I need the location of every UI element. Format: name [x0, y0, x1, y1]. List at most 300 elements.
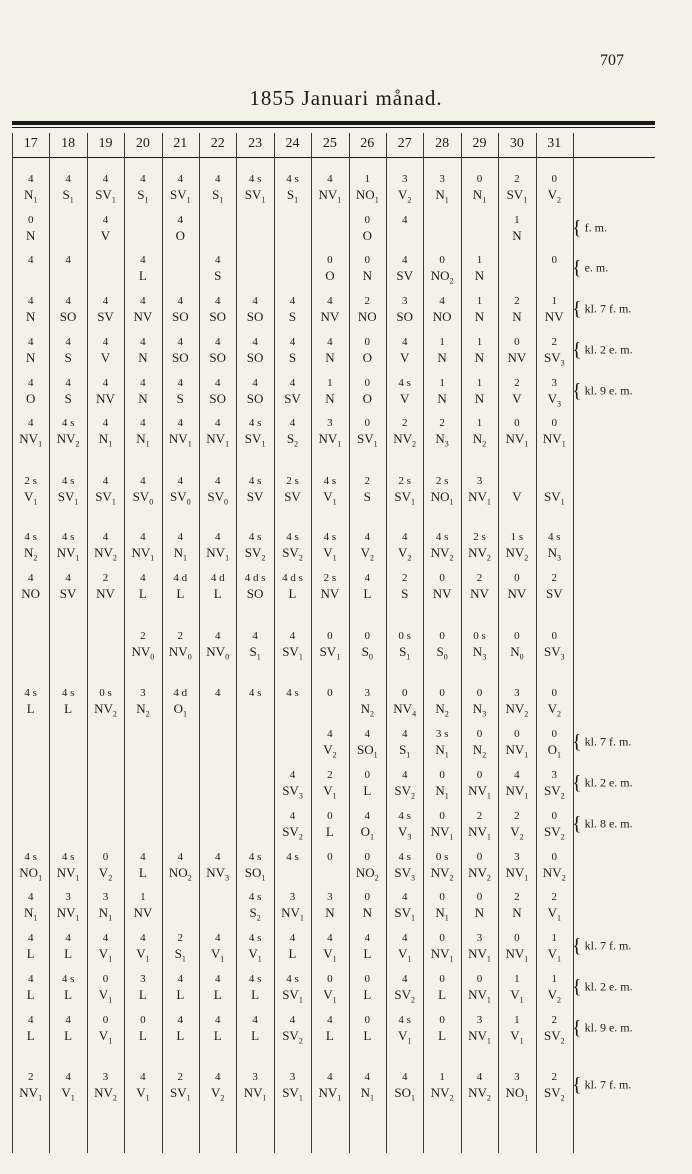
table-cell	[125, 416, 161, 447]
cloud-value: 3	[140, 687, 146, 699]
cloud-value: 4 d s	[282, 572, 303, 584]
wind-direction: $N_1$	[435, 742, 449, 760]
cloud-value: 4	[289, 630, 296, 642]
wind-direction: $NV_2$	[468, 545, 491, 563]
table-cell	[536, 850, 572, 881]
table-cell	[237, 850, 273, 881]
table-cell	[424, 335, 460, 366]
table-cell	[13, 850, 49, 881]
table-cell	[536, 172, 572, 203]
wind-direction: $S_1$	[249, 644, 261, 662]
cloud-value: 4	[364, 1071, 371, 1083]
cloud-value: 2 s	[323, 572, 337, 584]
table-cell	[88, 294, 124, 325]
wind-direction: $SV_2$	[282, 824, 303, 842]
wind-direction: $SV_1$	[244, 187, 266, 205]
wind-direction: $NV_1$	[430, 946, 454, 964]
day-header: 22	[210, 136, 225, 151]
cloud-value: 4	[27, 1014, 34, 1026]
table-cell	[349, 1070, 385, 1101]
cloud-value: 4	[65, 572, 71, 584]
cloud-value: 0	[327, 254, 333, 266]
wind-direction: N	[474, 309, 485, 324]
cloud-value: 4	[289, 336, 296, 348]
table-cell	[275, 376, 311, 407]
table-cell	[499, 571, 535, 602]
wind-direction: $V_2$	[323, 742, 337, 760]
table-cell	[88, 474, 124, 505]
table-cell	[275, 474, 311, 505]
table-cell	[499, 809, 535, 840]
cloud-value: 4	[102, 173, 109, 185]
wind-direction: $NV_1$	[243, 1085, 267, 1103]
table-cell	[424, 972, 460, 1003]
cloud-value: 0	[514, 630, 520, 642]
table-cell	[536, 972, 572, 1003]
table-cell	[275, 294, 311, 325]
wind-direction: $NV_1$	[318, 187, 342, 205]
table-cell	[275, 629, 311, 660]
cloud-value: 0	[364, 769, 371, 781]
cloud-value: 4 s	[248, 973, 262, 985]
wind-direction: $V_2$	[360, 545, 374, 563]
table-cell	[462, 890, 498, 921]
cloud-value: 4 s	[248, 531, 262, 543]
table-cell	[387, 686, 423, 717]
wind-direction: $NV_0$	[206, 644, 230, 662]
table-cell	[536, 1013, 572, 1044]
table-cell	[237, 1013, 273, 1044]
wind-direction: NV	[544, 309, 564, 324]
time-note	[572, 731, 682, 754]
cloud-value: 4	[214, 475, 221, 487]
cloud-value: 4	[327, 932, 333, 944]
table-cell	[499, 850, 535, 881]
cloud-value: 2	[401, 417, 408, 429]
brace-icon: {	[572, 813, 582, 835]
wind-direction: $N_2$	[136, 701, 150, 719]
cloud-value: 3	[327, 417, 333, 429]
wind-direction: $NV_2$	[430, 545, 454, 563]
table-cell	[162, 931, 198, 962]
cloud-value: 0 s	[435, 851, 449, 863]
time-note-label: kl. 9 e. m.	[584, 1020, 633, 1035]
cloud-value: 4	[364, 572, 371, 584]
cloud-value: 0	[364, 254, 371, 266]
table-cell	[499, 213, 535, 244]
cloud-value: 0	[551, 630, 558, 642]
day-header: 21	[173, 136, 188, 151]
wind-direction: $NV_2$	[393, 431, 417, 449]
wind-direction: SO	[171, 350, 189, 365]
wind-direction: $SV_3$	[282, 783, 303, 801]
table-cell	[536, 294, 572, 325]
wind-direction: L	[363, 946, 372, 961]
cloud-value: 2	[514, 295, 520, 307]
table-cell	[387, 376, 423, 407]
table-cell	[237, 686, 273, 717]
cloud-value: 4 s	[286, 973, 299, 985]
wind-direction: $N_1$	[435, 905, 449, 923]
cloud-value: 0	[364, 891, 371, 903]
wind-direction: SV	[97, 309, 114, 324]
cloud-value: 4	[214, 932, 221, 944]
wind-direction: O	[362, 391, 372, 406]
table-cell	[200, 294, 236, 325]
wind-direction: $N_3$	[472, 644, 487, 662]
cloud-value: 2	[551, 1014, 558, 1026]
table-cell	[499, 335, 535, 366]
cloud-value: 4	[27, 336, 34, 348]
wind-direction: $NV_2$	[94, 701, 117, 719]
table-cell	[88, 172, 124, 203]
cloud-value: 1	[514, 1014, 520, 1026]
cloud-value: 2	[514, 891, 520, 903]
wind-direction: N	[512, 309, 522, 324]
table-cell	[88, 1070, 124, 1101]
wind-direction: $NV_4$	[393, 701, 417, 719]
wind-direction: N	[512, 905, 522, 920]
cloud-value: 4 s	[61, 687, 75, 699]
table-cell	[499, 890, 535, 921]
day-header: 28	[435, 136, 450, 151]
table-cell	[275, 809, 311, 840]
wind-direction: $NO_1$	[19, 865, 43, 883]
cloud-value: 0	[551, 728, 558, 740]
wind-direction: L	[64, 946, 73, 961]
cloud-value: 1	[327, 377, 333, 389]
cloud-value: 3	[476, 932, 483, 944]
cloud-value: 4	[214, 630, 221, 642]
table-cell	[349, 376, 385, 407]
table-cell	[13, 931, 49, 962]
cloud-value: 0	[364, 1014, 371, 1026]
table-cell	[312, 376, 348, 407]
table-cell	[50, 972, 86, 1003]
table-cell	[50, 253, 86, 284]
cloud-value: 4	[289, 295, 296, 307]
table-cell	[125, 890, 161, 921]
table-cell	[387, 890, 423, 921]
wind-direction: $SV_1$	[95, 187, 116, 205]
wind-direction: $SV_1$	[282, 987, 303, 1005]
wind-direction	[312, 865, 348, 881]
table-cell	[162, 850, 198, 881]
wind-direction: $N_1$	[23, 905, 38, 923]
table-cell	[387, 335, 423, 366]
wind-direction: $NV_1$	[430, 824, 454, 842]
table-cell	[349, 571, 385, 602]
wind-direction: $SV_1$	[282, 1085, 303, 1103]
table-cell	[162, 416, 198, 447]
table-cell	[237, 416, 273, 447]
wind-direction: $N_2$	[23, 545, 38, 563]
cloud-value: 3	[514, 851, 520, 863]
cloud-value: 4	[65, 377, 71, 389]
time-note	[572, 339, 682, 362]
table-cell	[275, 972, 311, 1003]
table-cell	[424, 376, 460, 407]
wind-direction	[200, 701, 236, 717]
cloud-value: 3	[476, 475, 483, 487]
wind-direction: $SO_1$	[356, 742, 378, 760]
cloud-value: 4	[140, 531, 146, 543]
wind-direction: SO	[209, 350, 226, 365]
table-cell	[462, 727, 498, 758]
cloud-value: 0	[364, 336, 371, 348]
cloud-value: 4 s	[24, 687, 37, 699]
wind-direction: NV	[320, 309, 340, 324]
table-cell	[88, 571, 124, 602]
table-cell	[349, 809, 385, 840]
page-number: 707	[600, 52, 624, 69]
wind-direction: N	[474, 905, 485, 920]
table-cell	[424, 931, 460, 962]
wind-direction: SO	[246, 586, 264, 601]
wind-direction: $N_2$	[472, 431, 487, 449]
cloud-value: 2	[514, 377, 520, 389]
wind-direction: N	[138, 391, 148, 406]
table-cell	[50, 335, 86, 366]
table-cell	[125, 172, 161, 203]
table-cell	[200, 253, 236, 284]
table-cell	[50, 571, 86, 602]
table-cell	[462, 931, 498, 962]
wind-direction: S	[401, 586, 409, 601]
table-cell	[499, 376, 535, 407]
wind-direction: L	[138, 268, 147, 283]
wind-direction: O	[362, 350, 372, 365]
cloud-value: 4	[140, 336, 146, 348]
wind-direction: $SV_2$	[282, 545, 303, 563]
table-cell	[462, 686, 498, 717]
table-cell	[536, 376, 572, 407]
brace-icon: {	[572, 298, 582, 320]
cloud-value: 0	[514, 932, 520, 944]
cloud-value: 4	[102, 295, 109, 307]
table-cell	[200, 530, 236, 561]
cloud-value: 4	[401, 336, 408, 348]
wind-direction: $V_1$	[248, 946, 262, 964]
cloud-value: 3	[252, 1071, 258, 1083]
cloud-value: 1	[476, 336, 483, 348]
cloud-value: 4	[327, 728, 333, 740]
cloud-value: 0	[476, 891, 483, 903]
cloud-value: 4	[327, 173, 333, 185]
wind-direction: L	[176, 1028, 185, 1043]
cloud-value: 0	[364, 851, 371, 863]
cloud-value: 4 s	[286, 687, 299, 699]
cloud-value: 4	[27, 891, 34, 903]
wind-direction: $NV_1$	[468, 1028, 491, 1046]
wind-direction: NV	[470, 586, 489, 601]
table-cell	[499, 530, 535, 561]
cloud-value: 0	[327, 630, 333, 642]
time-note	[572, 772, 682, 795]
table-cell	[162, 1070, 198, 1101]
cloud-value: 4	[476, 1071, 483, 1083]
cloud-value: 0	[476, 728, 483, 740]
table-cell	[499, 931, 535, 962]
cloud-value: 4	[177, 336, 184, 348]
wind-direction: $NV_1$	[56, 905, 80, 923]
table-cell	[387, 253, 423, 284]
wind-direction: $NV_2$	[56, 431, 80, 449]
table-cell	[499, 474, 535, 505]
cloud-value	[536, 474, 572, 489]
table-cell	[536, 890, 572, 921]
wind-direction: L	[325, 824, 334, 839]
time-note-label: kl. 7 f. m.	[584, 301, 632, 316]
table-cell	[88, 1013, 124, 1044]
table-cell	[200, 931, 236, 962]
cloud-value: 4	[177, 173, 184, 185]
wind-direction: N	[437, 391, 447, 406]
wind-direction: N	[512, 228, 522, 243]
table-cell	[387, 629, 423, 660]
wind-direction: S	[64, 391, 72, 406]
cloud-value: 0	[102, 851, 109, 863]
wind-direction: $O_1$	[547, 742, 561, 760]
time-note	[572, 1017, 682, 1040]
wind-direction: $SV_1$	[319, 644, 341, 662]
table-cell	[349, 213, 385, 244]
table-cell	[13, 253, 49, 284]
table-cell	[275, 571, 311, 602]
time-note	[572, 935, 682, 958]
cloud-value: 4 s	[248, 417, 262, 429]
table-cell	[13, 1013, 49, 1044]
wind-direction: NV	[507, 350, 527, 365]
wind-direction: $NV_1$	[318, 431, 342, 449]
time-note-label: kl. 9 e. m.	[584, 383, 633, 398]
cloud-value: 4 s	[286, 531, 299, 543]
wind-direction: N	[325, 350, 335, 365]
table-cell	[349, 890, 385, 921]
wind-direction: S	[288, 350, 297, 365]
table-cell	[162, 1013, 198, 1044]
wind-direction: $NV_1$	[505, 742, 529, 760]
brace-icon: {	[572, 772, 582, 794]
cloud-value: 4 s	[61, 417, 75, 429]
wind-direction: L	[64, 701, 73, 716]
table-cell	[387, 931, 423, 962]
cloud-value: 4	[364, 810, 371, 822]
table-cell	[88, 850, 124, 881]
table-cell	[237, 474, 273, 505]
cloud-value: 0	[551, 417, 558, 429]
cloud-value: 4	[102, 377, 109, 389]
table-cell	[50, 890, 86, 921]
cloud-value: 2	[514, 173, 520, 185]
cloud-value: 0	[439, 973, 445, 985]
wind-direction: $SV_2$	[282, 1028, 303, 1046]
wind-direction: $SV_0$	[132, 489, 154, 507]
wind-direction: $V_3$	[547, 391, 561, 409]
day-header: 29	[472, 136, 487, 151]
wind-direction: $NV_2$	[468, 1085, 491, 1103]
wind-direction: L	[363, 783, 372, 798]
cloud-value: 2	[476, 810, 483, 822]
cloud-value: 4	[214, 173, 221, 185]
table-cell	[424, 850, 460, 881]
wind-direction: $V_1$	[210, 946, 225, 964]
wind-direction: $NV_1$	[505, 946, 529, 964]
cloud-value: 0	[476, 851, 483, 863]
table-cell	[50, 931, 86, 962]
cloud-value: 4	[65, 1071, 71, 1083]
wind-direction: N	[362, 268, 372, 283]
brace-icon: {	[572, 1074, 582, 1096]
wind-direction: SV	[284, 489, 301, 504]
cloud-value: 0	[439, 1014, 445, 1026]
table-cell	[424, 1013, 460, 1044]
cloud-value: 3	[140, 973, 146, 985]
table-cell	[275, 931, 311, 962]
cloud-value: 4 s	[286, 173, 299, 185]
table-cell	[349, 416, 385, 447]
table-cell	[387, 850, 423, 881]
table-cell	[162, 972, 198, 1003]
cloud-value: 2	[514, 810, 520, 822]
wind-direction: $NO_2$	[430, 268, 454, 286]
table-cell	[349, 474, 385, 505]
table-cell	[499, 686, 535, 717]
wind-direction: $O_1$	[173, 701, 187, 719]
cloud-value: 2	[364, 295, 371, 307]
wind-direction: S	[363, 489, 371, 504]
table-cell	[462, 530, 498, 561]
wind-direction: L	[325, 1028, 334, 1043]
wind-direction: $N_1$	[98, 905, 113, 923]
cloud-value: 2 s	[473, 531, 486, 543]
wind-direction: $N_3$	[435, 431, 449, 449]
wind-direction: $NV_1$	[168, 431, 192, 449]
wind-direction: $SV_1$	[244, 431, 266, 449]
cloud-value: 0	[327, 687, 333, 699]
brace-icon: {	[572, 339, 582, 361]
table-cell	[50, 850, 86, 881]
table-cell	[536, 416, 572, 447]
cloud-value: 4 s	[61, 973, 75, 985]
table-cell	[424, 768, 460, 799]
table-cell	[275, 686, 311, 717]
table-cell	[424, 530, 460, 561]
wind-direction: $S_1$	[174, 946, 186, 964]
cloud-value: 2 s	[435, 475, 449, 487]
cloud-value: 4	[327, 295, 333, 307]
table-cell	[499, 172, 535, 203]
wind-direction: L	[213, 1028, 222, 1043]
wind-direction: $NV_1$	[505, 865, 529, 883]
cloud-value: 4	[27, 572, 34, 584]
cloud-value: 3	[289, 1071, 296, 1083]
cloud-value: 1	[476, 295, 483, 307]
table-cell	[88, 213, 124, 244]
table-cell	[50, 172, 86, 203]
table-cell	[312, 629, 348, 660]
table-cell	[462, 629, 498, 660]
table-cell	[200, 172, 236, 203]
time-note-label: kl. 8 e. m.	[584, 816, 633, 831]
table-cell	[312, 1070, 348, 1101]
wind-direction: $SV_1$	[356, 431, 378, 449]
table-cell	[424, 890, 460, 921]
cloud-value: 4	[214, 377, 221, 389]
day-header: 27	[397, 136, 412, 151]
table-cell	[13, 530, 49, 561]
cloud-value: 4	[327, 336, 333, 348]
